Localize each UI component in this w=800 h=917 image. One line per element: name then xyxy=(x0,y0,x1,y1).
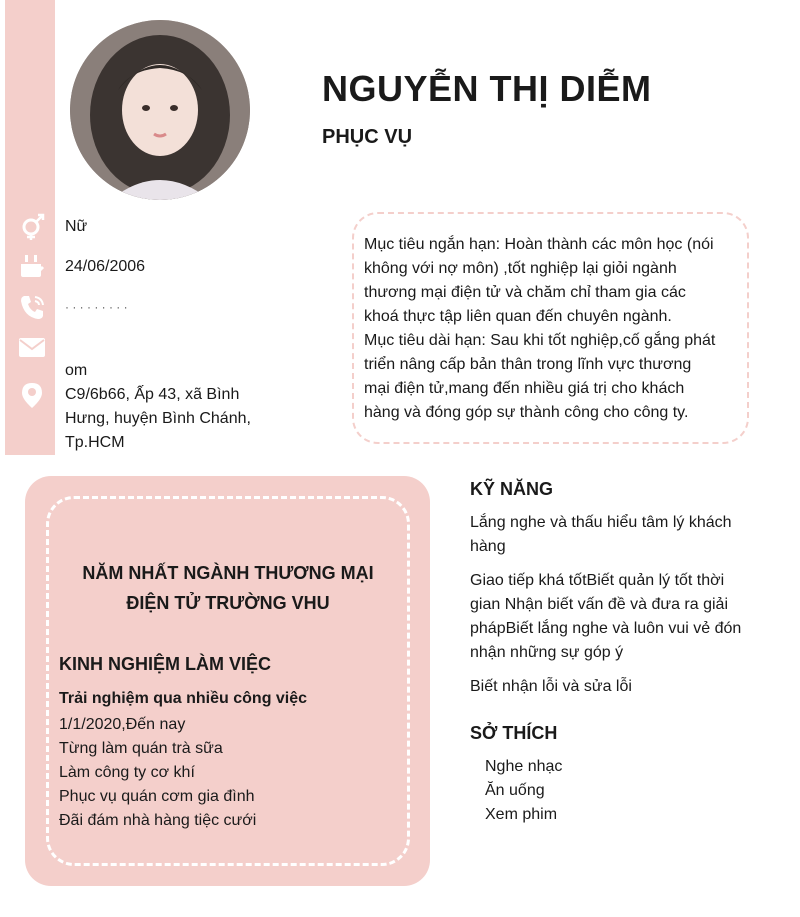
education-title-line: ĐIỆN TỬ TRƯỜNG VHU xyxy=(126,593,330,613)
skill-line: hàng xyxy=(470,538,506,555)
goal-line: thương mại điện tử và chăm chỉ tham gia các xyxy=(364,284,686,301)
skill-line: Lắng nghe và thấu hiểu tâm lý khách xyxy=(470,514,732,531)
hobbies-heading: SỞ THÍCH xyxy=(470,723,558,743)
gender-icon xyxy=(18,213,46,241)
location-icon xyxy=(18,381,46,409)
avatar-portrait xyxy=(70,20,250,200)
skill-item xyxy=(470,675,770,699)
skill-item xyxy=(470,569,770,665)
list-item: Từng làm quán trà sữa xyxy=(59,740,223,757)
list-item: Xem phim xyxy=(485,806,558,823)
skill-line: nhận những sự góp ý xyxy=(470,644,624,661)
list-item: Ăn uống xyxy=(485,782,545,799)
address-text xyxy=(65,383,251,455)
career-goals-text xyxy=(364,233,742,425)
goal-line: không với nợ môn) ,tốt nghiệp lại giỏi ngành xyxy=(364,260,677,277)
experience-list xyxy=(59,713,256,833)
education-title xyxy=(58,558,398,618)
skills-heading: KỸ NĂNG xyxy=(470,479,554,499)
birthday-text: 24/06/2006 xyxy=(65,258,146,275)
address-line: Tp.HCM xyxy=(65,434,125,451)
goal-line: khoá thực tập liên quan đến chuyên ngành. xyxy=(364,308,672,325)
skill-line: phápBiết lắng nghe và luôn vui vẻ đón xyxy=(470,620,742,637)
list-item: Nghe nhạc xyxy=(485,758,563,775)
list-item: Đãi đám nhà hàng tiệc cưới xyxy=(59,812,257,829)
phone-icon xyxy=(18,293,46,321)
goal-line: mại điện tử,mang đến nhiều giá trị cho khách xyxy=(364,380,685,397)
job-role: PHỤC VỤ xyxy=(322,126,413,148)
address-line: C9/6b66, Ấp 43, xã Bình xyxy=(65,386,240,403)
education-title-line: NĂM NHẤT NGÀNH THƯƠNG MẠI xyxy=(82,563,374,583)
goal-line: triển nâng cấp bản thân trong lĩnh vực thương xyxy=(364,356,692,373)
gender-text: Nữ xyxy=(65,218,88,235)
mail-icon xyxy=(18,333,46,361)
list-item: 1/1/2020,Đến nay xyxy=(59,716,186,733)
skill-item xyxy=(470,511,770,559)
experience-subtitle: Trải nghiệm qua nhiều công việc xyxy=(59,690,308,707)
list-item: Phục vụ quán cơm gia đình xyxy=(59,788,255,805)
hobbies-list xyxy=(485,755,562,827)
phone-text: · · · · · · · · · xyxy=(65,300,128,314)
skill-line: Giao tiếp khá tốtBiết quản lý tốt thời xyxy=(470,572,725,589)
address-line: Hưng, huyện Bình Chánh, xyxy=(65,410,251,427)
calendar-icon xyxy=(18,253,46,281)
goal-line: Mục tiêu dài hạn: Sau khi tốt nghiệp,cố gắng phát xyxy=(364,332,716,349)
skill-line: gian Nhận biết vấn đề và đưa ra giải xyxy=(470,596,728,613)
experience-heading: KINH NGHIỆM LÀM VIỆC xyxy=(59,654,272,674)
avatar xyxy=(70,20,250,200)
goal-line: hàng và đóng góp sự thành công cho công ty. xyxy=(364,404,689,421)
email-text: om xyxy=(65,362,88,379)
list-item: Làm công ty cơ khí xyxy=(59,764,195,781)
skill-line: Biết nhận lỗi và sửa lỗi xyxy=(470,678,632,695)
full-name: NGUYỄN THỊ DIỄM xyxy=(322,68,652,109)
goal-line: Mục tiêu ngắn hạn: Hoàn thành các môn học (nói xyxy=(364,236,714,253)
